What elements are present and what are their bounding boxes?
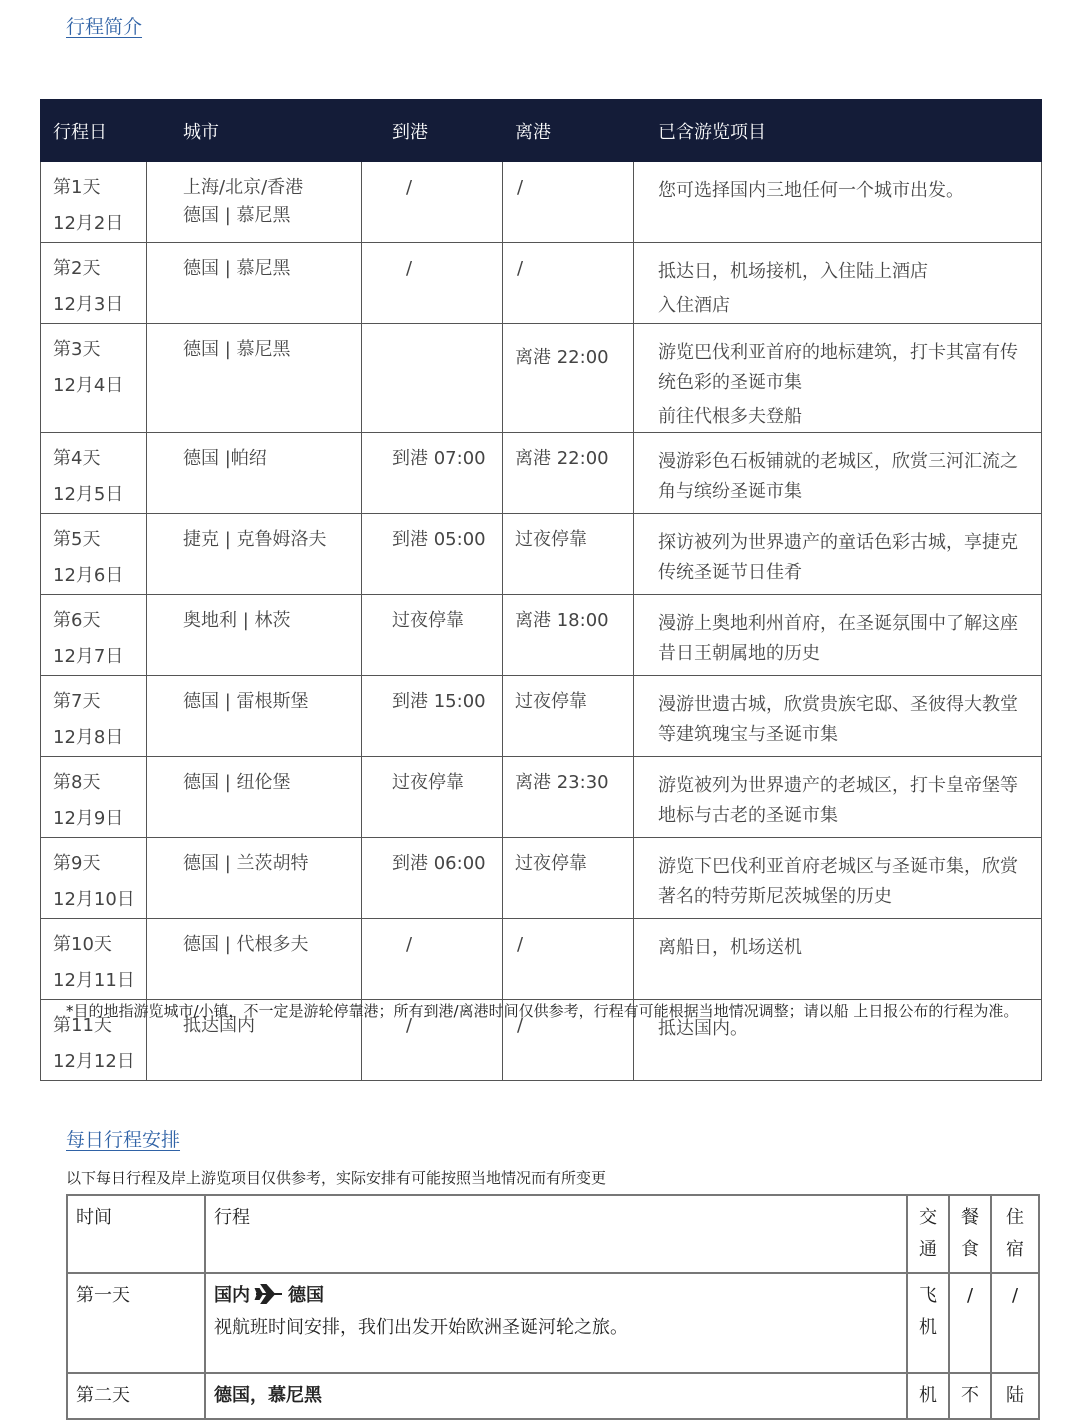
itinerary-city-cell — [147, 243, 362, 324]
itinerary-date: 12月6日 — [53, 565, 124, 586]
itinerary-arrive: / — [362, 243, 503, 324]
itinerary-day-cell — [41, 757, 147, 838]
itinerary-arrive: 到港 05:00 — [362, 514, 503, 595]
daily-transport-2: 机 — [919, 1317, 937, 1338]
itinerary-depart: / — [503, 919, 634, 1000]
itinerary-row — [41, 919, 1042, 1000]
daily-row — [67, 1273, 1039, 1373]
itinerary-arrive: 到港 07:00 — [362, 433, 503, 514]
daily-stay: 陆 — [991, 1373, 1039, 1419]
itinerary-day: 第6天 — [53, 610, 101, 631]
itinerary-items-cell — [634, 514, 1042, 595]
daily-meal: 不 — [949, 1373, 991, 1419]
itinerary-arrive: / — [362, 919, 503, 1000]
daily-header-stay-2: 宿 — [1006, 1239, 1024, 1260]
itinerary-city-cell — [147, 324, 362, 433]
daily-route-title — [214, 1280, 898, 1312]
itinerary-arrive: / — [362, 1000, 503, 1081]
itinerary-item: 抵达日，机场接机，入住陆上酒店 — [658, 261, 928, 282]
daily-header-stay — [991, 1195, 1039, 1273]
itinerary-item: 抵达国内。 — [658, 1018, 748, 1039]
itinerary-depart: / — [503, 1000, 634, 1081]
daily-transport — [907, 1273, 949, 1373]
itinerary-row — [41, 243, 1042, 324]
daily-intro: 以下每日行程及岸上游览项目仅供参考，实际安排有可能按照当地情况而有所变更 — [66, 1169, 607, 1187]
itinerary-item: 探访被列为世界遗产的童话色彩古城，享捷克传统圣诞节日佳肴 — [658, 532, 1018, 583]
itinerary-date: 12月7日 — [53, 646, 124, 667]
itinerary-day: 第10天 — [53, 934, 112, 955]
itinerary-city-cell — [147, 757, 362, 838]
itinerary-item: 游览巴伐利亚首府的地标建筑，打卡其富有传统色彩的圣诞市集 — [658, 342, 1018, 393]
itinerary-day: 第5天 — [53, 529, 101, 550]
header-depart: 离港 — [503, 100, 634, 162]
itinerary-day-cell — [41, 243, 147, 324]
itinerary-items-cell — [634, 595, 1042, 676]
itinerary-city: 德国 | 纽伦堡 — [183, 772, 291, 793]
itinerary-item: 入住酒店 — [658, 295, 730, 316]
daily-table — [66, 1194, 1040, 1420]
itinerary-item: 您可选择国内三地任何一个城市出发。 — [658, 180, 964, 201]
itinerary-arrive — [362, 324, 503, 433]
itinerary-city: 上海/北京/香港 — [183, 177, 304, 198]
daily-header-transport-2: 通 — [919, 1239, 937, 1260]
itinerary-row — [41, 595, 1042, 676]
route-to: 德国 — [288, 1285, 324, 1306]
itinerary-city-cell — [147, 595, 362, 676]
itinerary-day-cell — [41, 838, 147, 919]
itinerary-day: 第4天 — [53, 448, 101, 469]
itinerary-items-cell — [634, 162, 1042, 243]
itinerary-date: 12月8日 — [53, 727, 124, 748]
itinerary-row — [41, 324, 1042, 433]
daily-route-title: 德国，慕尼黑 — [205, 1373, 907, 1419]
itinerary-item: 漫游世遗古城，欣赏贵族宅邸、圣彼得大教堂等建筑瑰宝与圣诞市集 — [658, 694, 1018, 745]
itinerary-arrive: 到港 15:00 — [362, 676, 503, 757]
itinerary-row — [41, 838, 1042, 919]
itinerary-item: 游览下巴伐利亚首府老城区与圣诞市集，欣赏著名的特劳斯尼茨城堡的历史 — [658, 856, 1018, 907]
daily-header-row — [67, 1195, 1039, 1273]
itinerary-date: 12月12日 — [53, 1051, 135, 1072]
itinerary-items-cell — [634, 919, 1042, 1000]
itinerary-city: 德国 | 代根多夫 — [183, 934, 309, 955]
itinerary-city: 抵达国内 — [183, 1015, 255, 1036]
itinerary-day: 第2天 — [53, 258, 101, 279]
itinerary-day-cell — [41, 162, 147, 243]
itinerary-item: 漫游彩色石板铺就的老城区，欣赏三河汇流之角与缤纷圣诞市集 — [658, 451, 1018, 502]
itinerary-depart: 过夜停靠 — [503, 514, 634, 595]
itinerary-row — [41, 433, 1042, 514]
section-title-itinerary: 行程简介 — [66, 16, 143, 38]
itinerary-items-cell — [634, 324, 1042, 433]
itinerary-city: 德国 | 雷根斯堡 — [183, 691, 309, 712]
itinerary-city: 捷克 | 克鲁姆洛夫 — [183, 529, 327, 550]
daily-header-meal-2: 食 — [961, 1239, 979, 1260]
itinerary-item: 漫游上奥地利州首府，在圣诞氛围中了解这座昔日王朝属地的历史 — [658, 613, 1018, 664]
itinerary-row — [41, 757, 1042, 838]
itinerary-arrive: 到港 06:00 — [362, 838, 503, 919]
itinerary-day-cell — [41, 676, 147, 757]
itinerary-row — [41, 676, 1042, 757]
itinerary-city-cell — [147, 676, 362, 757]
daily-row — [67, 1373, 1039, 1419]
daily-transport: 机 — [907, 1373, 949, 1419]
daily-meal: / — [949, 1273, 991, 1373]
itinerary-day: 第11天 — [53, 1015, 112, 1036]
daily-stay: / — [991, 1273, 1039, 1373]
header-items: 已含游览项目 — [634, 100, 1042, 162]
daily-header-transport — [907, 1195, 949, 1273]
itinerary-item: 前往代根多夫登船 — [658, 406, 802, 427]
itinerary-city: 德国 | 慕尼黑 — [183, 339, 291, 360]
itinerary-table — [40, 99, 1042, 1081]
itinerary-depart: 离港 18:00 — [503, 595, 634, 676]
itinerary-city: 德国 | 慕尼黑 — [183, 205, 291, 226]
itinerary-note: *目的地指游览城市/小镇，不一定是游轮停靠港；所有到港/离港时间仅供参考，行程有可能根据当地情况调整；请以船 上日报公布的行程为准。 — [66, 1002, 1019, 1020]
section-title-daily: 每日行程安排 — [66, 1129, 181, 1151]
itinerary-city: 德国 | 慕尼黑 — [183, 258, 291, 279]
itinerary-day-cell — [41, 595, 147, 676]
itinerary-items-cell — [634, 838, 1042, 919]
itinerary-date: 12月4日 — [53, 375, 124, 396]
airplane-icon — [254, 1283, 284, 1305]
itinerary-arrive: 过夜停靠 — [362, 757, 503, 838]
itinerary-depart: 离港 22:00 — [503, 433, 634, 514]
itinerary-city: 德国 |帕绍 — [183, 448, 267, 469]
daily-header-time: 时间 — [67, 1195, 205, 1273]
daily-header-route: 行程 — [205, 1195, 907, 1273]
itinerary-date: 12月11日 — [53, 970, 135, 991]
itinerary-items-cell — [634, 757, 1042, 838]
itinerary-day: 第7天 — [53, 691, 101, 712]
itinerary-arrive: / — [362, 162, 503, 243]
itinerary-date: 12月2日 — [53, 213, 124, 234]
itinerary-row — [41, 514, 1042, 595]
itinerary-day-cell — [41, 514, 147, 595]
itinerary-items-cell — [634, 433, 1042, 514]
header-day: 行程日 — [41, 100, 147, 162]
itinerary-date: 12月9日 — [53, 808, 124, 829]
itinerary-date: 12月5日 — [53, 484, 124, 505]
itinerary-depart: 过夜停靠 — [503, 676, 634, 757]
itinerary-city-cell — [147, 919, 362, 1000]
daily-route-desc: 视航班时间安排，我们出发开始欧洲圣诞河轮之旅。 — [214, 1317, 628, 1338]
header-arrive: 到港 — [362, 100, 503, 162]
itinerary-city: 德国 | 兰茨胡特 — [183, 853, 309, 874]
itinerary-day: 第3天 — [53, 339, 101, 360]
header-city: 城市 — [147, 100, 362, 162]
itinerary-city-cell — [147, 162, 362, 243]
itinerary-city-cell — [147, 838, 362, 919]
itinerary-day: 第8天 — [53, 772, 101, 793]
route-from: 国内 — [214, 1285, 250, 1306]
daily-time: 第二天 — [67, 1373, 205, 1419]
itinerary-row — [41, 162, 1042, 243]
itinerary-depart: / — [503, 243, 634, 324]
itinerary-city-cell — [147, 433, 362, 514]
itinerary-day-cell — [41, 919, 147, 1000]
daily-header-meal-1: 餐 — [961, 1207, 979, 1228]
itinerary-date: 12月10日 — [53, 889, 135, 910]
daily-transport-1: 飞 — [919, 1285, 937, 1306]
daily-header-transport-1: 交 — [919, 1207, 937, 1228]
itinerary-depart: 离港 23:30 — [503, 757, 634, 838]
daily-route — [205, 1273, 907, 1373]
daily-header-stay-1: 住 — [1006, 1207, 1024, 1228]
itinerary-item: 游览被列为世界遗产的老城区，打卡皇帝堡等地标与古老的圣诞市集 — [658, 775, 1018, 826]
itinerary-items-cell — [634, 243, 1042, 324]
itinerary-depart: 过夜停靠 — [503, 838, 634, 919]
itinerary-depart: 离港 22:00 — [503, 324, 634, 433]
itinerary-date: 12月3日 — [53, 294, 124, 315]
itinerary-day: 第1天 — [53, 177, 101, 198]
itinerary-day-cell — [41, 324, 147, 433]
itinerary-header-row — [41, 100, 1042, 162]
itinerary-day-cell — [41, 433, 147, 514]
daily-header-meal — [949, 1195, 991, 1273]
itinerary-city: 奥地利 | 林茨 — [183, 610, 291, 631]
itinerary-city-cell — [147, 514, 362, 595]
daily-time: 第一天 — [67, 1273, 205, 1373]
itinerary-items-cell — [634, 676, 1042, 757]
itinerary-day: 第9天 — [53, 853, 101, 874]
itinerary-depart: / — [503, 162, 634, 243]
itinerary-item: 离船日，机场送机 — [658, 937, 802, 958]
itinerary-arrive: 过夜停靠 — [362, 595, 503, 676]
